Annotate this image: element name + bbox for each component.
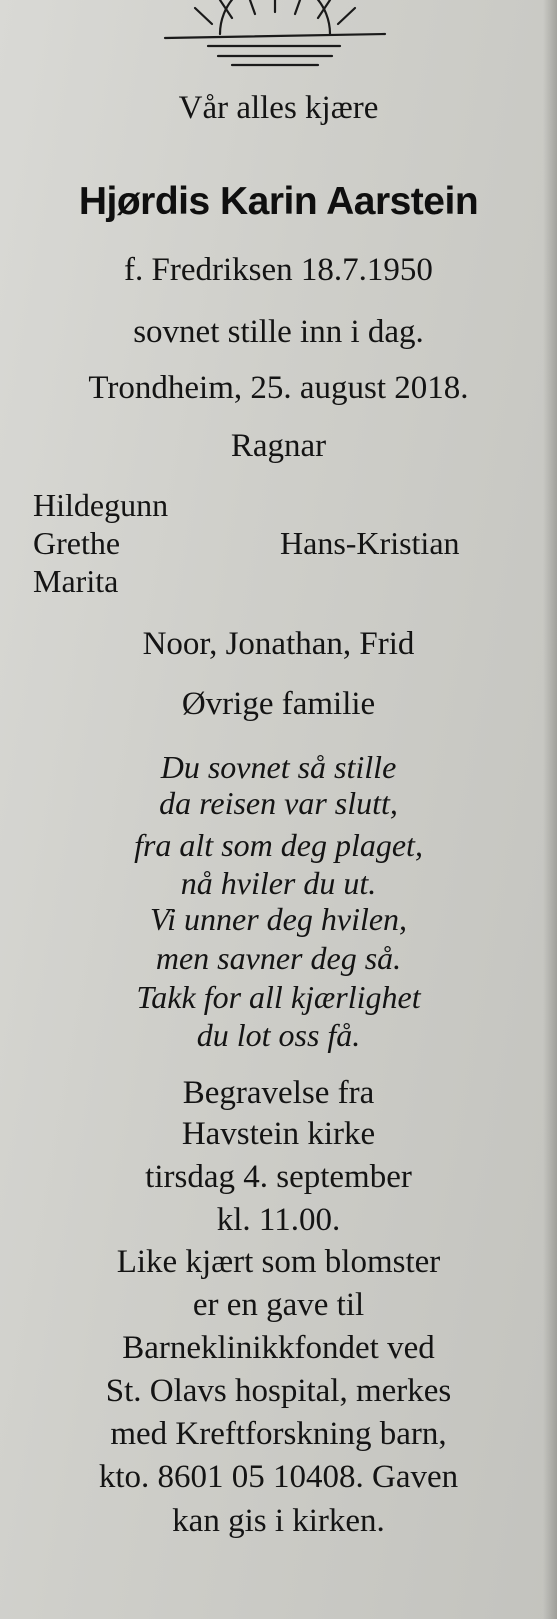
funeral-line: St. Olavs hospital, merkes bbox=[105, 1373, 452, 1409]
funeral-line: Begravelse fra bbox=[182, 1075, 375, 1111]
poem-line: fra alt som deg plaget, bbox=[134, 827, 423, 863]
deceased-name: Hjørdis Karin Aarstein bbox=[78, 180, 479, 223]
other-family: Øvrige familie bbox=[181, 686, 376, 722]
funeral-line: Havstein kirke bbox=[181, 1116, 376, 1152]
birth-info: f. Fredriksen 18.7.1950 bbox=[124, 252, 433, 288]
page-edge-shadow bbox=[543, 0, 557, 1619]
poem-line: Takk for all kjærlighet bbox=[136, 979, 421, 1015]
poem-line: da reisen var slutt, bbox=[159, 785, 398, 821]
poem-line: Vi unner deg hvilen, bbox=[149, 901, 408, 937]
funeral-line: Like kjært som blomster bbox=[116, 1244, 441, 1280]
poem-line: du lot oss få. bbox=[196, 1017, 361, 1053]
poem-line: men savner deg så. bbox=[155, 940, 402, 976]
funeral-line: kan gis i kirken. bbox=[172, 1503, 385, 1539]
children-left-list bbox=[33, 486, 253, 600]
funeral-line: Barneklinikkfondet ved bbox=[122, 1330, 435, 1366]
sunset-icon bbox=[160, 0, 390, 80]
place-date: Trondheim, 25. august 2018. bbox=[88, 370, 469, 406]
child-name: Grethe bbox=[33, 525, 121, 561]
funeral-line: kto. 8601 05 10408. Gaven bbox=[98, 1459, 459, 1495]
spouse-name: Ragnar bbox=[230, 428, 327, 464]
intro-text: Vår alles kjære bbox=[178, 90, 379, 126]
funeral-line: med Kreftforskning barn, bbox=[110, 1416, 447, 1452]
poem-line: Du sovnet så stille bbox=[160, 749, 397, 785]
poem-line: nå hviler du ut. bbox=[180, 865, 377, 901]
funeral-line: er en gave til bbox=[192, 1287, 365, 1323]
funeral-line: kl. 11.00. bbox=[216, 1202, 341, 1238]
grandchildren-names: Noor, Jonathan, Frid bbox=[142, 626, 415, 662]
funeral-line: tirsdag 4. september bbox=[145, 1159, 412, 1195]
passing-text: sovnet stille inn i dag. bbox=[133, 314, 424, 350]
child-right-name: Hans-Kristian bbox=[280, 525, 460, 561]
child-name: Marita bbox=[33, 563, 119, 599]
child-name: Hildegunn bbox=[33, 487, 169, 523]
